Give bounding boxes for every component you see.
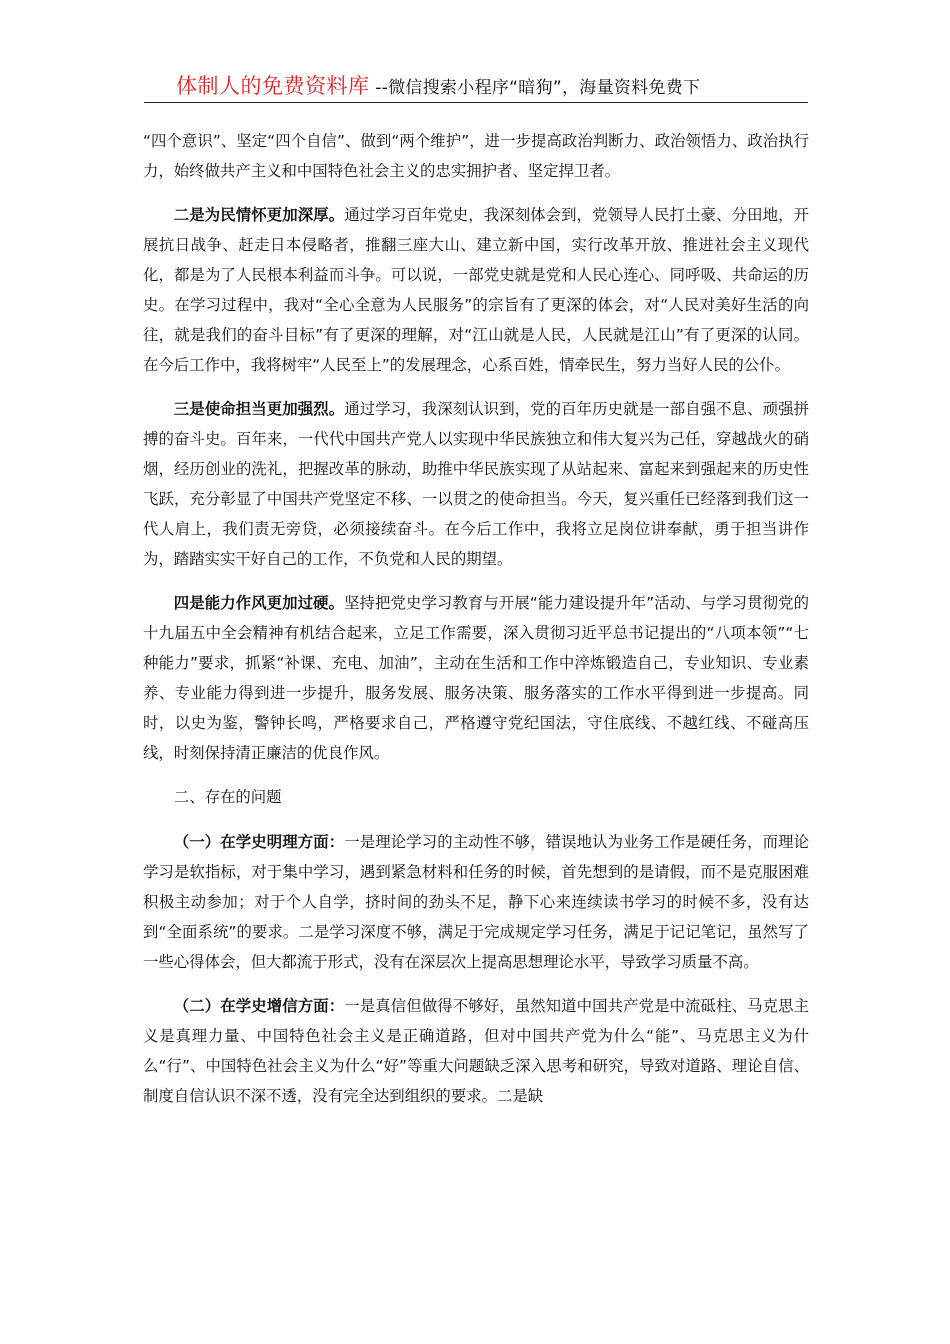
header-brand: 体制人的免费资料库	[176, 74, 370, 98]
paragraph-lead: 二是为民情怀更加深厚。	[173, 206, 345, 224]
header-slogan: --微信搜索小程序“暗狗”，海量资料免费下	[369, 78, 701, 98]
problem-confidence	[143, 991, 809, 1111]
problem-lead: （一）在学史明理方面：	[173, 833, 345, 851]
paragraph-text: 通过学习百年党史，我深刻体会到，党领导人民打土豪、分田地，开展抗日战争、赶走日本侵略者，推翻三座大山、建立新中国，实行改革开放、推进社会主义现代化，都是为了人民根本利益而斗争。可以说，一部党史就是党和人民心连心、同呼吸、共命运的历史。在学习过程中，我对“全心全意为人民服务”的宗旨有了更深的体会，对“人民对美好生活的向往，就是我们的奋斗目标”有了更深的理解，对“江山就是人民，人民就是江山”有了更深的认同。在今后工作中，我将树牢“人民至上”的发展理念，心系百姓，情牵民生，努力当好人民的公仆。	[143, 206, 809, 374]
paragraph-lead: 四是能力作风更加过硬。	[173, 594, 345, 612]
page-header	[144, 70, 808, 103]
paragraph-text: “四个意识”、坚定“四个自信”、做到“两个维护”，进一步提高政治判断力、政治领悟力、政治执行力，始终做共产主义和中国特色社会主义的忠实拥护者、坚定捍卫者。	[143, 132, 809, 180]
paragraph-text: 通过学习，我深刻认识到，党的百年历史就是一部自强不息、顽强拼搏的奋斗史。百年来，一代代中国共产党人以实现中华民族独立和伟大复兴为己任，穿越战火的硝烟，经历创业的洗礼，把握改革的脉动，助推中华民族实现了从站起来、富起来到强起来的历史性飞跃，充分彰显了中国共产党坚定不移、一以贯之的使命担当。今天，复兴重任已经落到我们这一代人肩上，我们责无旁贷，必须接续奋斗。在今后工作中，我将立足岗位讲奉献，勇于担当讲作为，踏踏实实干好自己的工作，不负党和人民的期望。	[143, 400, 809, 568]
document-body	[143, 126, 809, 1125]
paragraph-ability-style	[143, 588, 809, 768]
section-heading: 二、存在的问题	[173, 788, 282, 806]
problem-text: 一是真信但做得不够好，虽然知道中国共产党是中流砥柱、马克思主义是真理力量、中国特色社会主义是正确道路，但对中国共产党为什么“能”、马克思主义为什么“行”、中国特色社会主义为什么“好”等重大问题缺乏深入思考和研究，导致对道路、理论自信、制度自信认识不深不透，没有完全达到组织的要求。二是缺	[143, 997, 809, 1105]
problem-understanding	[143, 827, 809, 977]
problem-lead: （二）在学史增信方面：	[173, 997, 345, 1015]
paragraph-text: 坚持把党史学习教育与开展“能力建设提升年”活动、与学习贯彻党的十九届五中全会精神有机结合起来，立足工作需要，深入贯彻习近平总书记提出的“八项本领”“七种能力”要求，抓紧“补课、充电、加油”，主动在生活和工作中淬炼锻造自己，专业知识、专业素养、专业能力得到进一步提升，服务发展、服务决策、服务落实的工作水平得到进一步提高。同时，以史为鉴，警钟长鸣，严格要求自己，严格遵守党纪国法，守住底线、不越红线、不碰高压线，时刻保持清正廉洁的优良作风。	[143, 594, 809, 762]
paragraph-mission	[143, 394, 809, 574]
problem-text: 一是理论学习的主动性不够，错误地认为业务工作是硬任务，而理论学习是软指标，对于集中学习，遇到紧急材料和任务的时候，首先想到的是请假，而不是克服困难积极主动参加；对于个人自学，挤时间的劲头不足，静下心来连续读书学习的时候不多，没有达到“全面系统”的要求。二是学习深度不够，满足于完成规定学习任务，满足于记记笔记，虽然写了一些心得体会，但大都流于形式，没有在深层次上提高思想理论水平，导致学习质量不高。	[143, 833, 809, 971]
paragraph-people-feelings	[143, 200, 809, 380]
paragraph-lead: 三是使命担当更加强烈。	[173, 400, 345, 418]
paragraph-continued	[143, 126, 809, 186]
